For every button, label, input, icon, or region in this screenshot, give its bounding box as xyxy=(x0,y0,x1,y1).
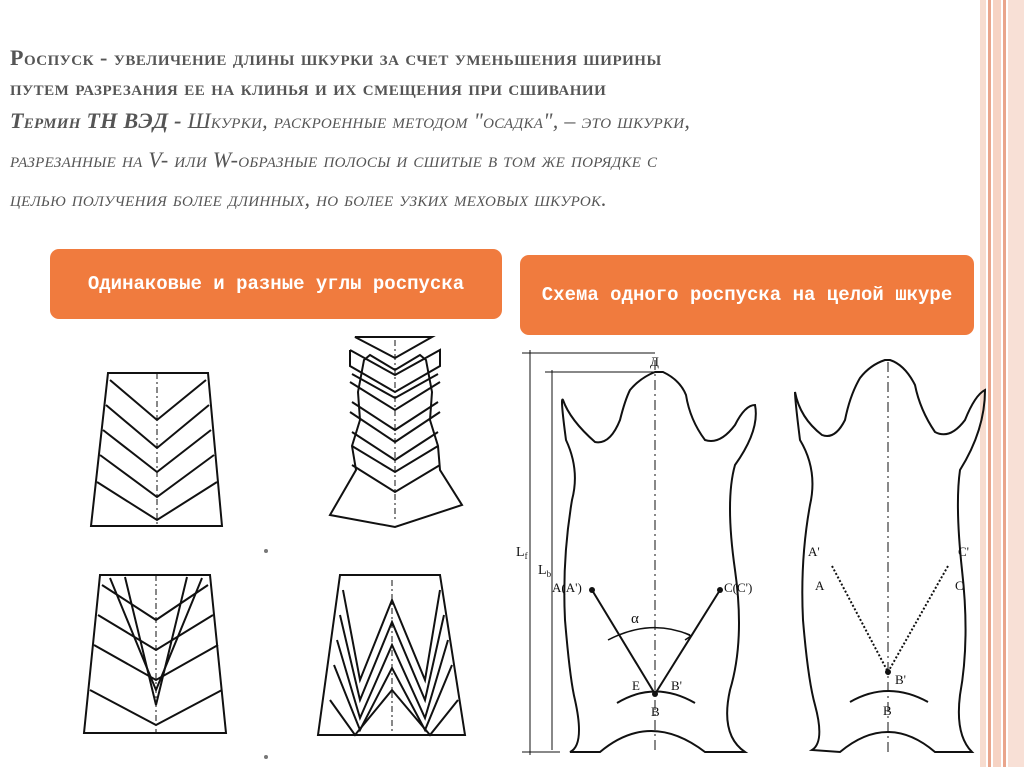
term-text: Шкурки, раскроенные методом "осадка", – это шкурки, xyxy=(187,108,691,133)
title-line-5: целью получения более длинных, но более узких меховых шкурок. xyxy=(10,186,608,211)
label-lf: $L_f$ xyxy=(516,545,528,561)
badge-angles: Одинаковые и разные углы роспуска xyxy=(50,249,502,319)
title-line-2: путем разрезания ее на клинья и их смещения при сшивании xyxy=(10,75,607,100)
label-c-left: C(C') xyxy=(724,580,753,595)
label-a-left: A(A') xyxy=(552,580,582,595)
label-b-prime-right: B' xyxy=(895,672,907,687)
title-line-4: разрезанные на V- или W-образные полосы и сшитые в том же порядке с xyxy=(10,147,658,172)
label-a-prime-right: A' xyxy=(808,544,820,559)
term-label: Термин ТН ВЭД - xyxy=(10,108,188,133)
label-lb: $L_b$ xyxy=(538,563,552,579)
w-pattern-diagram xyxy=(318,575,465,735)
label-alpha: α xyxy=(631,611,639,627)
label-c-right: C xyxy=(955,578,964,593)
label-top: Д xyxy=(650,354,659,369)
chevron-diagram-varying xyxy=(84,575,226,733)
pelt-scheme-left xyxy=(516,350,756,755)
chevron-diagram-equal xyxy=(91,373,222,526)
title-line-1: Роспуск - увеличение длины шкурки за счет уменьшения ширины xyxy=(10,45,662,70)
label-b-left: B xyxy=(651,704,660,719)
badge-scheme: Схема одного роспуска на целой шкуре xyxy=(520,255,974,335)
chevron-diagram-offset xyxy=(330,337,462,527)
label-b-right: B xyxy=(883,703,892,718)
label-a-right: A xyxy=(815,578,825,593)
label-c-prime-right: C' xyxy=(958,544,970,559)
label-e: E xyxy=(632,678,640,693)
label-b-prime-left: B' xyxy=(671,678,683,693)
pelt-scheme-right xyxy=(795,360,985,752)
